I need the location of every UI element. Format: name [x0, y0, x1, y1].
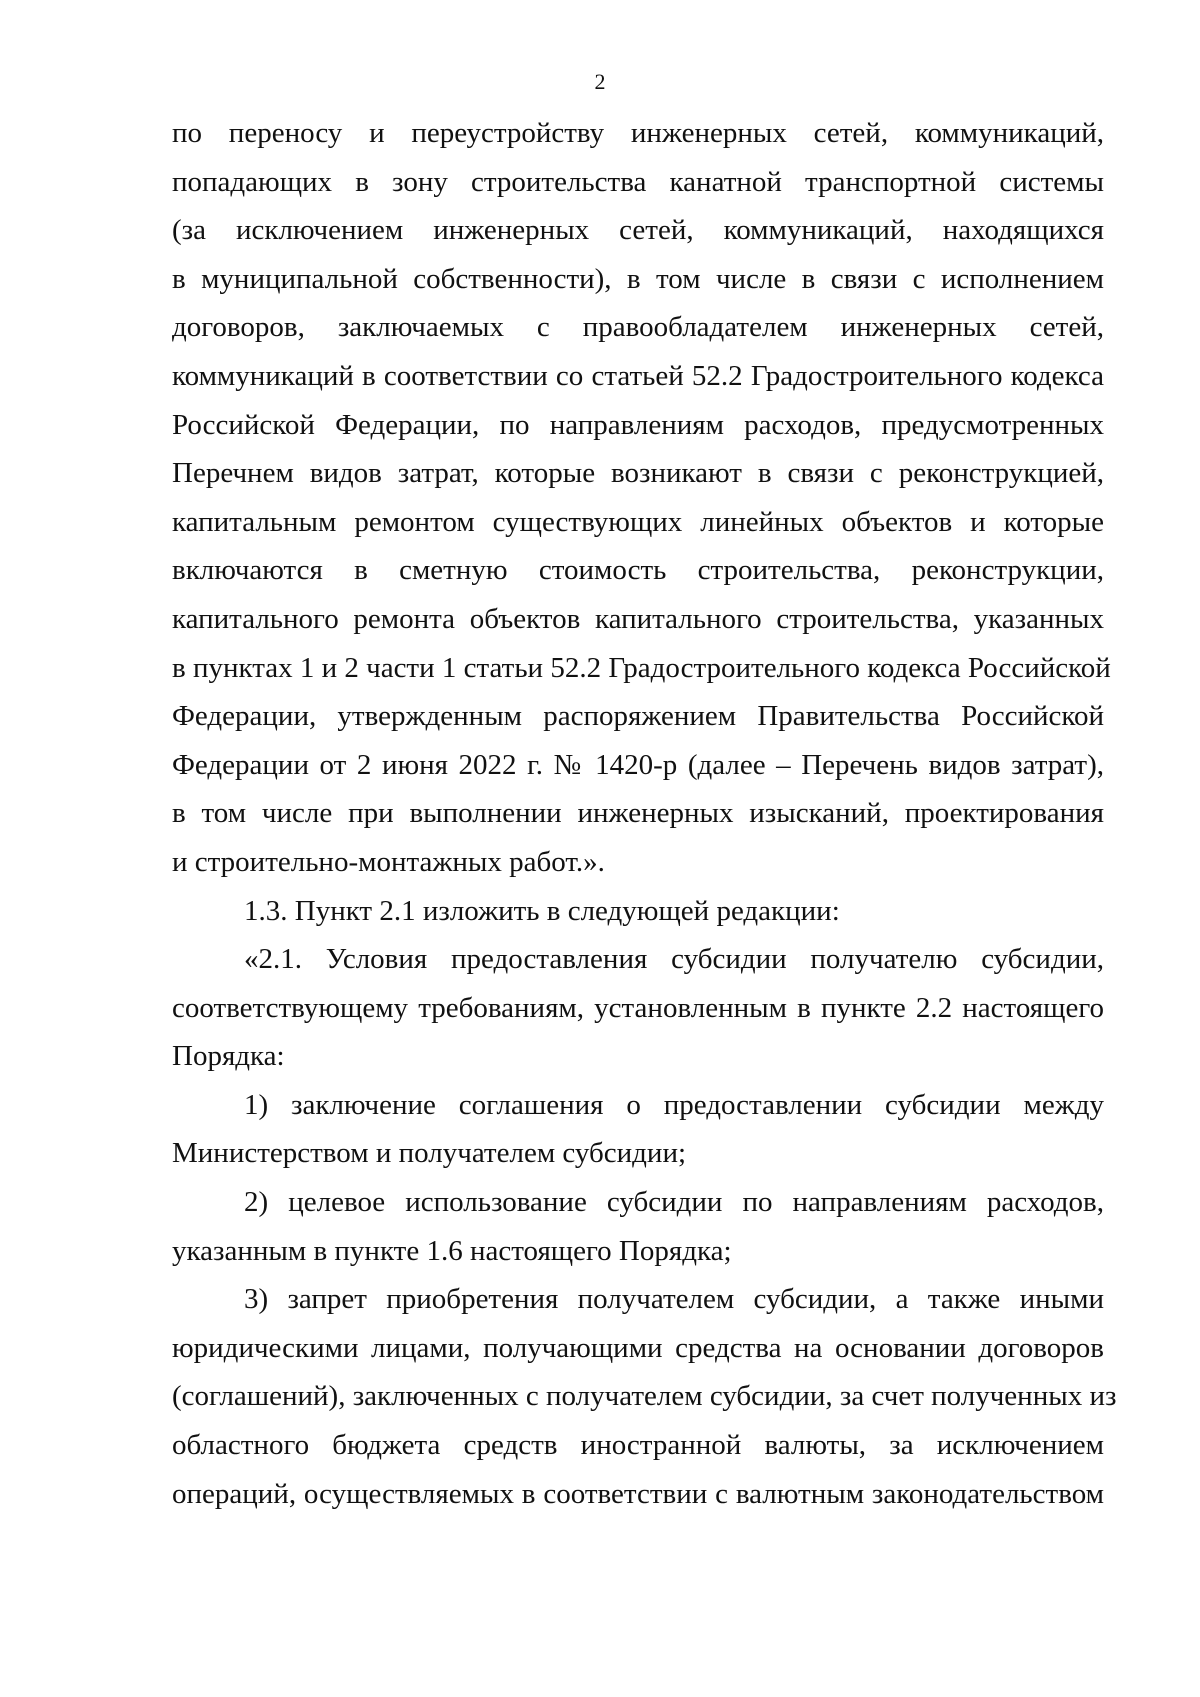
text-line: договоров, заключаемых с правообладателем инженерных сетей, — [172, 311, 1104, 344]
text-line: Перечнем видов затрат, которые возникают в связи с реконструкцией, — [172, 457, 1104, 490]
document-body — [172, 109, 1117, 1518]
text-line: в муниципальной собственности), в том числе в связи с исполнением — [172, 262, 1104, 295]
text-line: включаются в сметную стоимость строительства, реконструкции, — [172, 554, 1104, 587]
text-line: соответствующему требованиям, установленным в пункте 2.2 настоящего — [172, 991, 1104, 1024]
text-line: и строительно-монтажных работ.». — [172, 845, 605, 878]
text-line: 3) запрет приобретения получателем субсидии, а также иными — [244, 1283, 1104, 1316]
text-line: по переносу и переустройству инженерных сетей, коммуникаций, — [172, 117, 1104, 149]
text-line: в том числе при выполнении инженерных изысканий, проектирования — [172, 797, 1104, 830]
text-line: Российской Федерации, по направлениям расходов, предусмотренных — [172, 408, 1104, 441]
text-line: в пунктах 1 и 2 части 1 статьи 52.2 Градостроительного кодекса Российской — [172, 651, 1111, 684]
text-line: 1.3. Пункт 2.1 изложить в следующей редакции: — [244, 894, 840, 927]
text-line: Федерации от 2 июня 2022 г. № 1420-р (далее – Перечень видов затрат), — [172, 748, 1104, 781]
text-line: юридическими лицами, получающими средства на основании договоров — [172, 1331, 1104, 1364]
text-line: «2.1. Условия предоставления субсидии получателю субсидии, — [244, 943, 1104, 976]
text-line: областного бюджета средств иностранной валюты, за исключением — [172, 1429, 1104, 1462]
page-number: 2 — [594, 69, 606, 94]
text-line: (соглашений), заключенных с получателем субсидии, за счет полученных из — [172, 1380, 1117, 1413]
text-line: операций, осуществляемых в соответствии с валютным законодательством — [172, 1477, 1104, 1510]
text-line: Федерации, утвержденным распоряжением Правительства Российской — [172, 700, 1104, 733]
text-line: указанным в пункте 1.6 настоящего Порядка; — [172, 1234, 732, 1267]
text-line: 2) целевое использование субсидии по направлениям расходов, — [244, 1186, 1104, 1219]
text-line: попадающих в зону строительства канатной транспортной системы — [172, 165, 1104, 198]
text-line: (за исключением инженерных сетей, коммуникаций, находящихся — [172, 214, 1104, 247]
text-line: Порядка: — [172, 1040, 285, 1073]
text-line: капитального ремонта объектов капитального строительства, указанных — [172, 602, 1104, 635]
text-line: Министерством и получателем субсидии; — [172, 1137, 687, 1170]
text-line: 1) заключение соглашения о предоставлении субсидии между — [244, 1088, 1104, 1121]
text-line: коммуникаций в соответствии со статьей 52.2 Градостроительного кодекса — [172, 359, 1104, 392]
text-line: капитальным ремонтом существующих линейных объектов и которые — [172, 505, 1104, 538]
